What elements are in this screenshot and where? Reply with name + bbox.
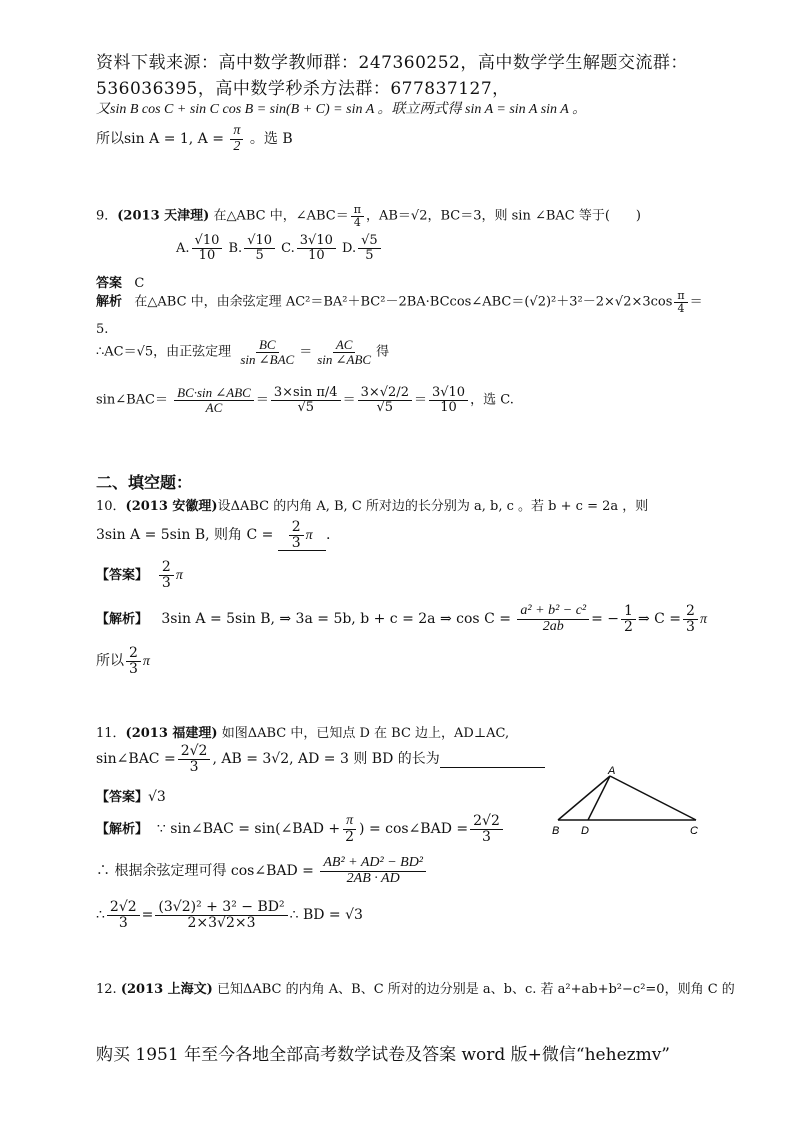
q9-analysis-3-text: ∴AC＝√5，由正弦定理 <box>96 344 232 360</box>
q12-source: (2013 上海文) <box>120 982 213 997</box>
q11-analysis-label: 【解析】 <box>96 822 149 838</box>
q10-answer <box>96 560 183 590</box>
q11-stem-2 <box>96 744 545 774</box>
header-line-1: 资料下载来源：高中数学教师群：247360252，高中数学学生解题交流群： <box>96 53 688 73</box>
q9-analysis-3-end: 得 <box>376 344 390 360</box>
q10-stem-2 <box>96 520 330 551</box>
label-a: A <box>608 765 616 777</box>
q9-analysis-label: 解析 <box>96 294 123 310</box>
q12-stem <box>96 978 735 997</box>
q10-stem-2-text: 3sin A = 5sin B, 则角 C = <box>96 527 274 544</box>
q9-options <box>176 234 383 262</box>
footer-text: 购买 1951 年至今各地全部高考数学试卷及答案 word 版+微信“hehezmv” <box>96 1045 670 1065</box>
prev-line-2 <box>96 124 293 154</box>
q11-analysis-3-fraction: $\frac{\text{(3√2)² + 3² − BD²}}{2\times 3√2\times 3}$ <box>155 900 287 930</box>
q9-stem-text-2: ，AB＝√2，BC＝3，则 sin ∠BAC 等于( ) <box>365 208 642 224</box>
q11-stem-2-end: , AB = 3√2, AD = 3 则 BD 的长为 <box>212 751 440 768</box>
q10-analysis-fraction-1: $\frac{\text{a² + b² − c²}}{2ab}$ <box>517 604 589 634</box>
q11-analysis-1-fraction-2: $\frac{2√2}{3}$ <box>470 814 503 844</box>
q9-answer-value: C <box>134 276 145 291</box>
q11-analysis-2-fraction: $\frac{\text{AB² + AD² − BD²}}{2AB \cdot AD}$ <box>320 856 426 886</box>
q9-answer <box>96 272 144 291</box>
q10-label: 10． <box>96 499 126 514</box>
q10-conclusion-text: 所以 <box>96 653 124 670</box>
q9-analysis-3-fraction-1: $\frac{BC}{\text{sin ∠BAC}}$ <box>240 337 295 367</box>
q10-analysis: 【解析】 3sin A = 5sin B, ⇒ 3a = 5b, b + c = 2a ⇒ cos C = $\frac{\text{a² + b² − c²}}{2ab}$ = − $\frac{1}{2}$ ⇒ C = $\frac{2}{3}$ π <box>96 603 707 635</box>
q9-analysis-3-fraction-2: $\frac{AC}{\text{sin ∠ABC}}$ <box>317 337 372 367</box>
q11-source: (2013 福建理) <box>125 726 218 741</box>
q9-stem-fraction: $\frac{\pi}{4}$ <box>351 204 364 228</box>
q9-source: (2013 天津理) <box>117 208 210 224</box>
q9-analysis-4-fraction-4: $\frac{3√10}{10}$ <box>429 386 468 414</box>
q9-option-d: D. $\frac{√5}{5}$ <box>342 241 383 256</box>
q9-analysis-1 <box>96 290 703 314</box>
q9-analysis-2: 5. <box>96 322 109 337</box>
label-d: D <box>581 825 589 837</box>
q9-option-a: A. $\frac{√10}{10}$ <box>176 241 224 256</box>
section-2-title: 二、填空题： <box>96 473 193 492</box>
q9-analysis-3: ∴AC＝√5，由正弦定理 $\frac{BC}{\text{sin ∠BAC}}$ ＝ $\frac{AC}{\text{sin ∠ABC}}$ 得 <box>96 337 390 367</box>
q12-stem-text: 已知ΔABC 的内角 A、B、C 所对的边分别是 a、b、c. 若 a²+ab+b²−c²=0，则角 C 的 <box>216 982 735 997</box>
q11-analysis-2-text: ∴ 根据余弦定理可得 cos∠BAD = <box>96 863 314 880</box>
prev-line-2-end: 。选 B <box>249 131 293 148</box>
q10-analysis-fraction-2: $\frac{1}{2}$ <box>621 604 636 634</box>
q9-analysis-4: sin∠BAC＝ $\frac{\text{BC·sin ∠ABC}}{AC}$ ＝ $\frac{\text{3×sin π/4}}{√5}$ ＝ $\frac{3\times√2/2}{√5}$ ＝ $\frac{3√10}{10}$ ，选 C. <box>96 385 514 415</box>
q9-answer-label: 答案 <box>96 276 123 291</box>
label-b: B <box>552 825 560 837</box>
side-ac <box>610 776 696 820</box>
q9-analysis-4-fraction-3: $\frac{3\times√2/2}{√5}$ <box>358 386 412 414</box>
q10-stem <box>96 495 648 514</box>
q11-stem-2-text: sin∠BAC = <box>96 751 176 768</box>
q11-triangle-figure <box>548 762 708 842</box>
q10-conclusion-fraction: $\frac{2}{3}$ <box>126 646 141 676</box>
q10-answer-fraction: $\frac{2}{3}$ <box>159 560 174 590</box>
q10-stem-text: 设ΔABC 的内角 A, B, C 所对边的长分别为 a, b, c 。若 b + c = 2a ，则 <box>217 499 649 514</box>
label-c: C <box>690 825 698 837</box>
q9-analysis-1-end: ＝ <box>689 294 703 310</box>
prev-fraction: $\frac{\pi}{2}$ <box>230 124 243 154</box>
q9-label: 9． <box>96 208 118 224</box>
q11-analysis-2 <box>96 856 428 886</box>
q9-analysis-4-end: ，选 C. <box>470 392 514 408</box>
q11-stem <box>96 722 509 741</box>
q9-analysis-4-fraction-2: $\frac{\text{3×sin π/4}}{√5}$ <box>271 386 341 414</box>
q10-analysis-label: 【解析】 <box>96 612 149 628</box>
q9-analysis-4-text: sin∠BAC＝ <box>96 392 168 408</box>
q11-analysis-1-fraction-1: $\frac{\pi}{2}$ <box>342 814 357 844</box>
q11-stem-2-fraction: $\frac{2√2}{3}$ <box>178 744 211 774</box>
q9-analysis-1-fraction: $\frac{\pi}{4}$ <box>674 290 687 314</box>
q10-analysis-fraction-3: $\frac{2}{3}$ <box>683 604 698 634</box>
prev-line-2-text: 所以sin A = 1, A = <box>96 131 229 148</box>
q10-conclusion: 所以 $\frac{2}{3}$ π <box>96 645 150 677</box>
q11-label: 11． <box>96 726 126 741</box>
q11-stem-text: 如图ΔABC 中，已知点 D 在 BC 边上，AD⊥AC, <box>221 726 510 741</box>
q11-answer <box>96 786 166 805</box>
q12-label: 12. <box>96 982 117 997</box>
q11-answer-label: 【答案】 <box>96 790 149 805</box>
q10-answer-label: 【答案】 <box>96 568 149 584</box>
q11-analysis-3-end: ∴ BD = √3 <box>289 907 363 924</box>
q11-answer-value: √3 <box>148 789 166 805</box>
q10-source: (2013 安徽理) <box>125 499 218 514</box>
q9-option-b: B. $\frac{√10}{5}$ <box>229 241 278 256</box>
q9-analysis-1-text: 在△ABC 中，由余弦定理 AC²＝BA²＋BC²－2BA·BCcos∠ABC＝(√2)²＋3²－2×√2×3cos <box>134 294 673 310</box>
q11-analysis-3-lhs-fraction: $\frac{2√2}{3}$ <box>107 900 140 930</box>
side-ab <box>558 776 610 820</box>
q10-answer-pi: π <box>175 568 183 584</box>
q11-blank <box>440 751 545 768</box>
header-line-2: 536036395，高中数学秒杀方法群：677837127， <box>96 79 510 99</box>
segment-ad <box>588 776 610 820</box>
q9-stem <box>96 204 641 228</box>
q10-analysis-text: 3sin A = 5sin B, ⇒ 3a = 5b, b + c = 2a ⇒ cos C = <box>161 611 511 628</box>
prev-line-1: 又sin B cos C + sin C cos B = sin(B + C) = sin A 。联立两式得 sin A = sin A sin A 。 <box>96 102 587 117</box>
q11-analysis-1: 【解析】 ∵ sin∠BAC = sin(∠BAD + $\frac{\pi}{2}$ ) = cos∠BAD = $\frac{2√2}{3}$ <box>96 814 505 844</box>
q9-analysis-4-fraction-1: $\frac{\text{BC·sin ∠ABC}}{AC}$ <box>174 386 254 414</box>
q10-blank: $\frac{2}{3}$ π <box>278 520 326 551</box>
q11-analysis-3: ∴ $\frac{2√2}{3}$ = $\frac{\text{(3√2)² + 3² − BD²}}{2\times 3√2\times 3}$ ∴ BD = √3 <box>96 899 363 931</box>
q9-stem-text: 在△ABC 中，∠ABC＝ <box>213 208 349 224</box>
q11-analysis-1-text: ∵ sin∠BAC = sin(∠BAD + <box>156 821 341 838</box>
q10-stem-2-end: . <box>326 527 331 544</box>
q9-option-c: C. $\frac{3√10}{10}$ <box>281 241 338 256</box>
